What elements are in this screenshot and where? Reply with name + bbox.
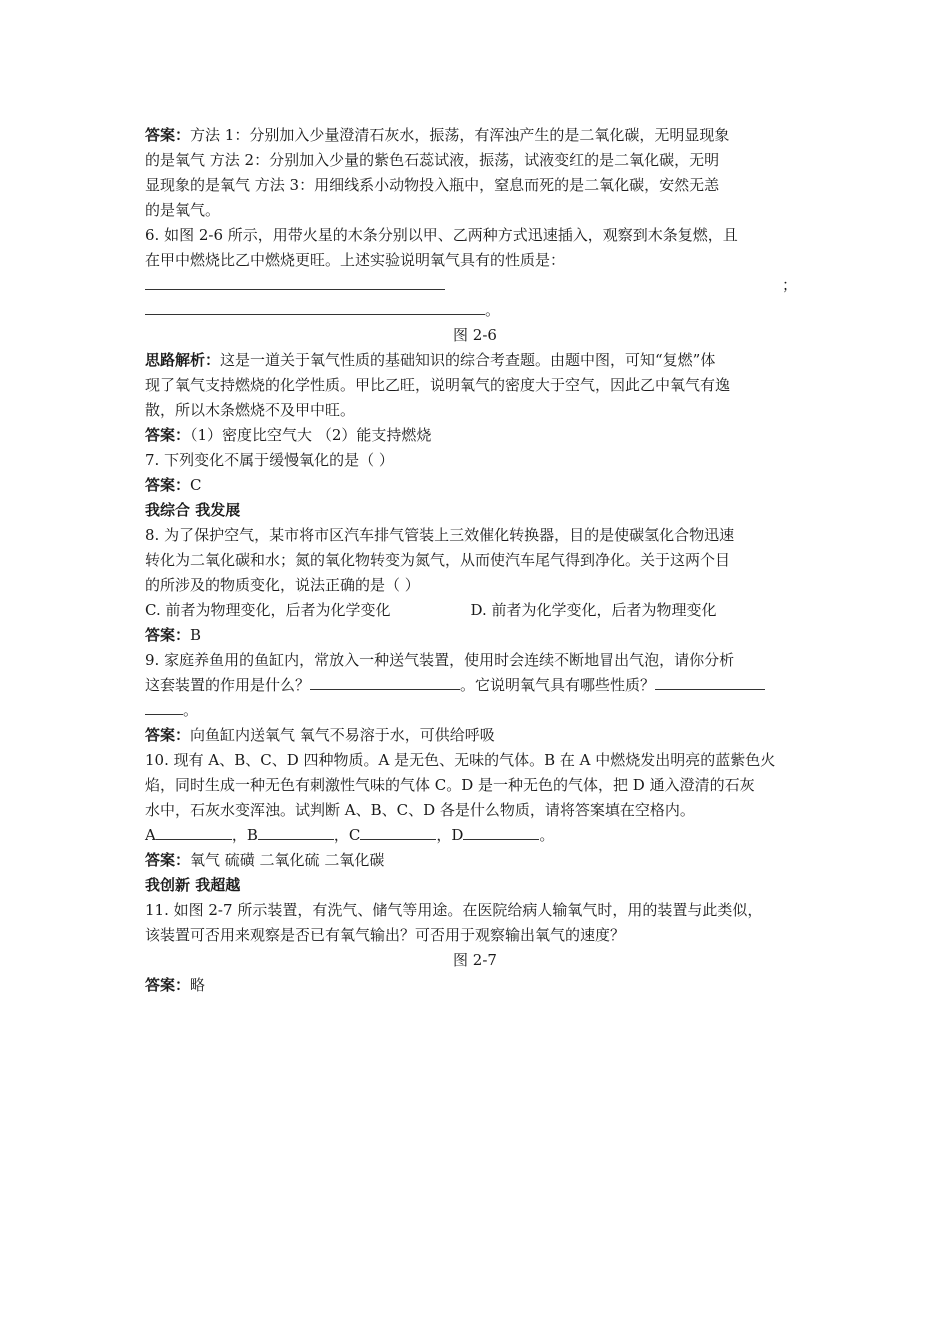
q5-answer-line-2: 的是氧气 方法 2：分别加入少量的紫色石蕊试液，振荡，试液变红的是二氧化碳，无明 [145, 151, 720, 169]
q9-line-1: 9. 家庭养鱼用的鱼缸内，常放入一种送气装置，使用时会连续不断地冒出气泡，请你分析 [145, 651, 735, 669]
q9-line-3-end: 。 [183, 701, 199, 719]
q8-option-d: D. 前者为化学变化，后者为物理变化 [470, 601, 717, 619]
q6-blank-1-end: ； [781, 276, 797, 294]
answer-label: 答案： [145, 726, 191, 744]
q11-answer [145, 973, 805, 998]
q9-answer-blank-2-cont [145, 700, 183, 715]
figure-caption-2-7: 图 2-7 [453, 951, 497, 969]
q8-options [145, 598, 805, 623]
q7-answer [145, 473, 805, 498]
answer-label: 答案： [145, 426, 191, 444]
q9-answer-blank-1 [310, 675, 460, 690]
q5-answer-line-4: 的是氧气。 [145, 201, 221, 219]
q10-line-1: 10. 现有 A、B、C、D 四种物质。A 是无色、无味的气体。B 在 A 中燃烧发出明亮的蓝紫色火 [145, 751, 776, 769]
section-heading-innovation: 我创新 我超越 [145, 876, 241, 894]
q9-line-2-b: 。它说明氧气具有哪些性质？ [460, 676, 656, 694]
q8-answer-text: B [190, 626, 202, 644]
q8-option-c: C. 前者为物理变化，后者为化学变化 [145, 601, 391, 619]
analysis-label: 思路解析： [145, 351, 221, 369]
document-page [145, 123, 805, 998]
q7-question: 7. 下列变化不属于缓慢氧化的是（ ） [145, 451, 394, 469]
q6-answer-blank-2 [145, 300, 485, 315]
q6-analysis-line-3: 散，所以木条燃烧不及甲中旺。 [145, 401, 356, 419]
answer-label: 答案： [145, 851, 191, 869]
q5-answer-line-1 [145, 123, 805, 148]
q6-blank-row-1 [145, 273, 805, 298]
answer-label: 答案： [145, 626, 191, 644]
q9-answer [145, 723, 805, 748]
q11-line-1: 11. 如图 2-7 所示装置，有洗气、储气等用途。在医院给病人输氧气时，用的装置与此类似， [145, 901, 763, 919]
q9-line-3 [145, 698, 805, 723]
q10-answer-text: 氧气 硫磺 二氧化硫 二氧化碳 [190, 851, 385, 869]
q10-blank-c-label: ，C [333, 826, 361, 844]
q5-answer-line-3: 显现象的是氧气 方法 3：用细线系小动物投入瓶中，窒息而死的是二氧化碳，安然无恙 [145, 176, 720, 194]
q9-line-2-a: 这套装置的作用是什么？ [145, 676, 311, 694]
q10-blanks [145, 823, 805, 848]
q9-line-2 [145, 673, 805, 698]
q6-blank-row-2 [145, 298, 805, 323]
q8-answer [145, 623, 805, 648]
figure-caption-2-6: 图 2-6 [453, 326, 497, 344]
q10-answer [145, 848, 805, 873]
q10-line-3: 水中，石灰水变浑浊。试判断 A、B、C、D 各是什么物质，请将答案填在空格内。 [145, 801, 695, 819]
q9-answer-text: 向鱼缸内送氧气 氧气不易溶于水，可供给呼吸 [190, 726, 495, 744]
q8-line-1: 8. 为了保护空气，某市将市区汽车排气管装上三效催化转换器，目的是使碳氢化合物迅速 [145, 526, 735, 544]
q6-line-2: 在甲中燃烧比乙中燃烧更旺。上述实验说明氧气具有的性质是： [145, 251, 566, 269]
q11-answer-text: 略 [190, 976, 206, 994]
q7-answer-text: C [190, 476, 202, 494]
q11-line-2: 该装置可否用来观察是否已有氧气输出？可否用于观察输出氧气的速度？ [145, 926, 626, 944]
q8-line-2: 转化为二氧化碳和水；氮的氧化物转变为氮气，从而使汽车尾气得到净化。关于这两个目 [145, 551, 731, 569]
q10-blank-end: 。 [539, 826, 555, 844]
answer-label: 答案： [145, 476, 191, 494]
q10-blank-b-label: ，B [231, 826, 258, 844]
q6-analysis-text: 这是一道关于氧气性质的基础知识的综合考查题。由题中图，可知“复燃”体 [220, 351, 716, 369]
q8-line-3: 的所涉及的物质变化，说法正确的是（ ） [145, 576, 420, 594]
q10-blank-b [258, 825, 334, 840]
q6-blank-2-end: 。 [485, 301, 501, 319]
q9-answer-blank-2 [655, 675, 765, 690]
q6-line-1: 6. 如图 2-6 所示，用带火星的木条分别以甲、乙两种方式迅速插入，观察到木条复燃，且 [145, 226, 738, 244]
answer-label: 答案： [145, 126, 191, 144]
q10-blank-d-label: ，D [436, 826, 464, 844]
q10-blank-a-label: A [145, 826, 156, 844]
section-heading-comprehensive: 我综合 我发展 [145, 501, 241, 519]
q6-answer-text: （1）密度比空气大 （2）能支持燃烧 [190, 426, 432, 444]
q6-answer [145, 423, 805, 448]
q5-answer-text: 方法 1：分别加入少量澄清石灰水，振荡，有浑浊产生的是二氧化碳，无明显现象 [190, 126, 730, 144]
q6-analysis-line-2: 现了氧气支持燃烧的化学性质。甲比乙旺，说明氧气的密度大于空气，因此乙中氧气有逸 [145, 376, 731, 394]
q6-analysis-line-1 [145, 348, 805, 373]
q6-answer-blank-1 [145, 275, 445, 290]
q10-blank-a [156, 825, 232, 840]
q10-line-2: 焰，同时生成一种无色有刺激性气味的气体 C。D 是一种无色的气体，把 D 通入澄清的石灰 [145, 776, 755, 794]
q10-blank-c [360, 825, 436, 840]
answer-label: 答案： [145, 976, 191, 994]
q10-blank-d [463, 825, 539, 840]
